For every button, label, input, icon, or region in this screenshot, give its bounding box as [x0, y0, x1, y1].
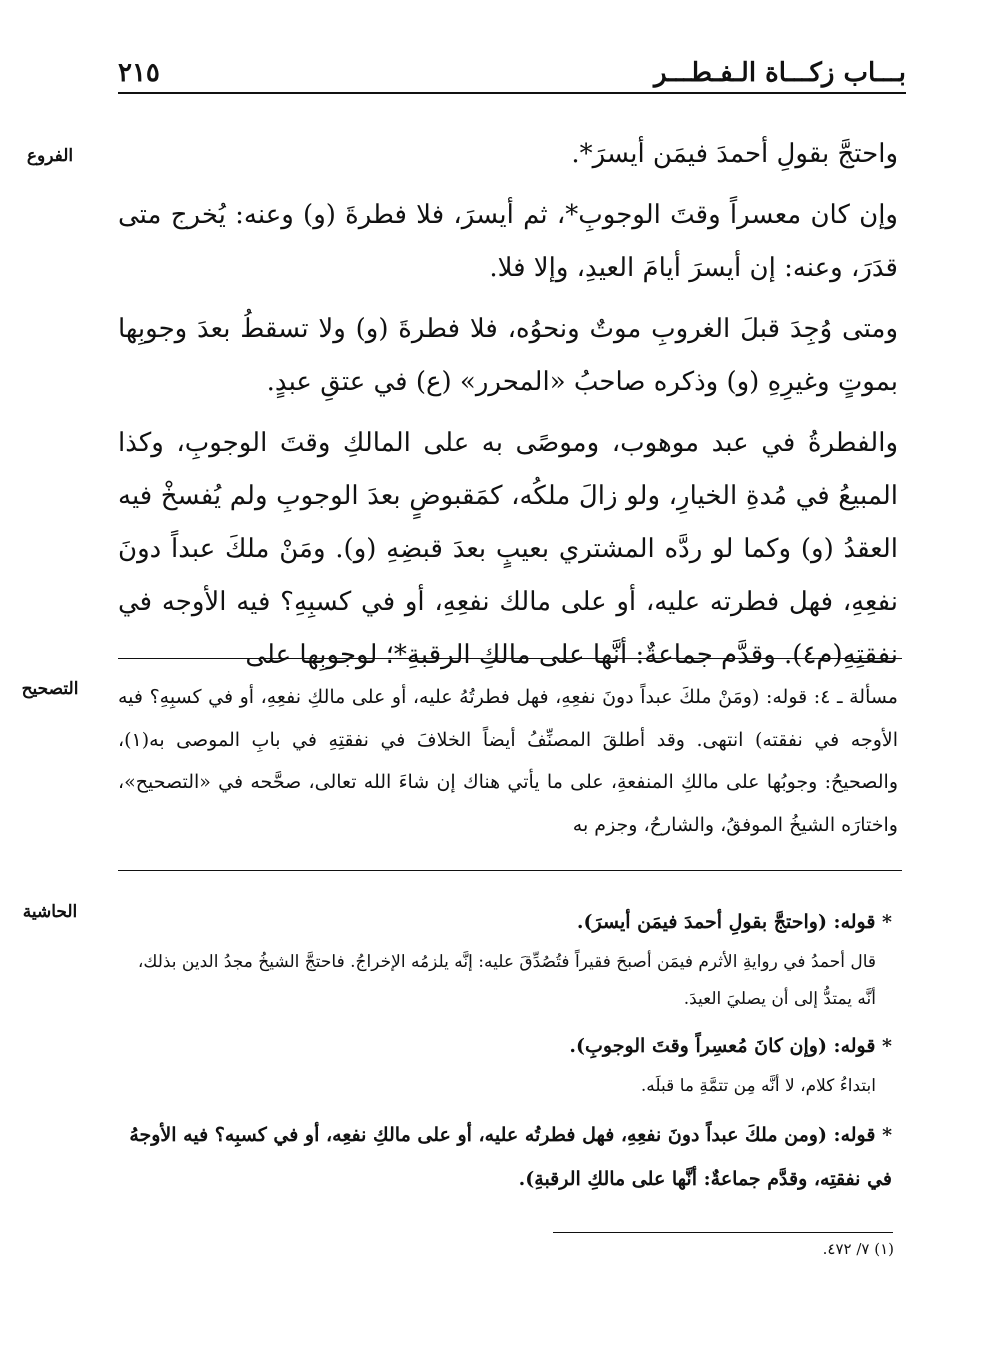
footnote: (١) ٧/ ٤٧٢.: [822, 1240, 894, 1258]
main-paragraph-4: والفطرةُ في عبد موهوب، وموصًى به على المالكِ وقتَ الوجوبِ، وكذا المبيعُ في مُدةِ الخيارِ، ولو زالَ ملكُه، كمَقبوضٍ بعدَ الوجوبِ ولم يُفسخْ فيه العقدُ (و) وكما لو ردَّه المشتري بعيبٍ بعدَ قبضِهِ (و). ومَنْ ملكَ عبداً دونَ نفعِهِ، فهل فطرته عليه، أو على مالك نفعِهِ، أو في كسبِهِ؟ فيه الأوجه في نفقتِهِ(م٤). وقدَّم جماعةٌ: أنَّها على مالكِ الرقبةِ*؛ لوجوبِها على: [118, 428, 898, 670]
footnote-divider: [553, 1232, 893, 1233]
label-hashia: الحاشية: [22, 902, 78, 922]
section-divider-tashih: [118, 658, 902, 659]
main-text: [118, 128, 898, 690]
hashia-section: [120, 900, 892, 1201]
main-paragraph-3: ومتى وُجِدَ قبلَ الغروبِ موتٌ ونحوُه، فلا فطرةَ (و) ولا تسقطُ بعدَ وجوبِها بموتٍ وغيرِهِ (و) وذكره صاحبُ «المحرر» (ع) في عتقِ عبدٍ.: [118, 314, 898, 397]
page-header: [118, 58, 906, 92]
main-paragraph-1: واحتجَّ بقولِ أحمدَ فيمَن أيسرَ*.: [571, 139, 898, 169]
chapter-title: بـــاب زكـــاة الـفـطـــر: [654, 58, 906, 88]
header-divider: [118, 92, 906, 94]
hashia-comment-2: ابتداءُ كلام، لا أنَّه مِن تتمَّةِ ما قبلَه.: [640, 1076, 876, 1096]
label-furu: الفروع: [26, 146, 74, 166]
tashih-paragraph: مسألة ـ ٤: قوله: (ومَنْ ملكَ عبداً دونَ نفعِهِ، فهل فطرتُهُ عليه، أو على مالكِ نفعِهِ، أو في كسبِهِ؟ فيه الأوجه في نفقته) انتهى. وقد أطلقَ المصنِّفُ أيضاً الخلافَ في نفقتِهِ في بابِ الموصى به(١)، والصحيحُ: وجوبُها على مالكِ المنفعةِ، على ما يأتي هناك إن شاءَ الله تعالى، صحَّحه في «التصحيح»، واختارَه الشيخُ الموفقُ، والشارحُ، وجزم به: [118, 686, 898, 836]
hashia-quote-3: * قوله: (ومن ملكَ عبداً دونَ نفعِهِ، فهل فطرتُه عليه، أو على مالكِ نفعِه، أو في كسبِه؟ فيه الأوجهُ في نفقتِه، وقدَّم جماعةٌ: أنَّها على مالكِ الرقبةِ).: [129, 1124, 892, 1190]
section-divider-hashia: [118, 870, 902, 871]
hashia-quote-2: * قوله: (وإن كانَ مُعسِراً وقتَ الوجوبِ).: [569, 1035, 892, 1057]
hashia-quote-1: * قوله: (واحتجَّ بقولِ أحمدَ فيمَن أيسرَ).: [576, 911, 892, 933]
hashia-comment-1: قال أحمدُ في روايةِ الأثرم فيمَن أصبحَ فقيراً فتُصُدِّقَ عليه: إنَّه يلزمُه الإخراجُ. فاحتجَّ الشيخُ مجدُ الدين بذلك، أنَّه يمتدُّ إلى أن يصليَ العيدَ.: [137, 952, 876, 1009]
main-paragraph-2: وإن كان معسراً وقتَ الوجوبِ*، ثم أيسرَ، فلا فطرةَ (و) وعنه: يُخرج متى قدَرَ، وعنه: إن أيسرَ أيامَ العيدِ، وإلا فلا.: [118, 200, 898, 283]
label-tashih: التصحيح: [21, 679, 79, 699]
page-number: ٢١٥: [118, 58, 160, 88]
tashih-section: [118, 676, 898, 846]
